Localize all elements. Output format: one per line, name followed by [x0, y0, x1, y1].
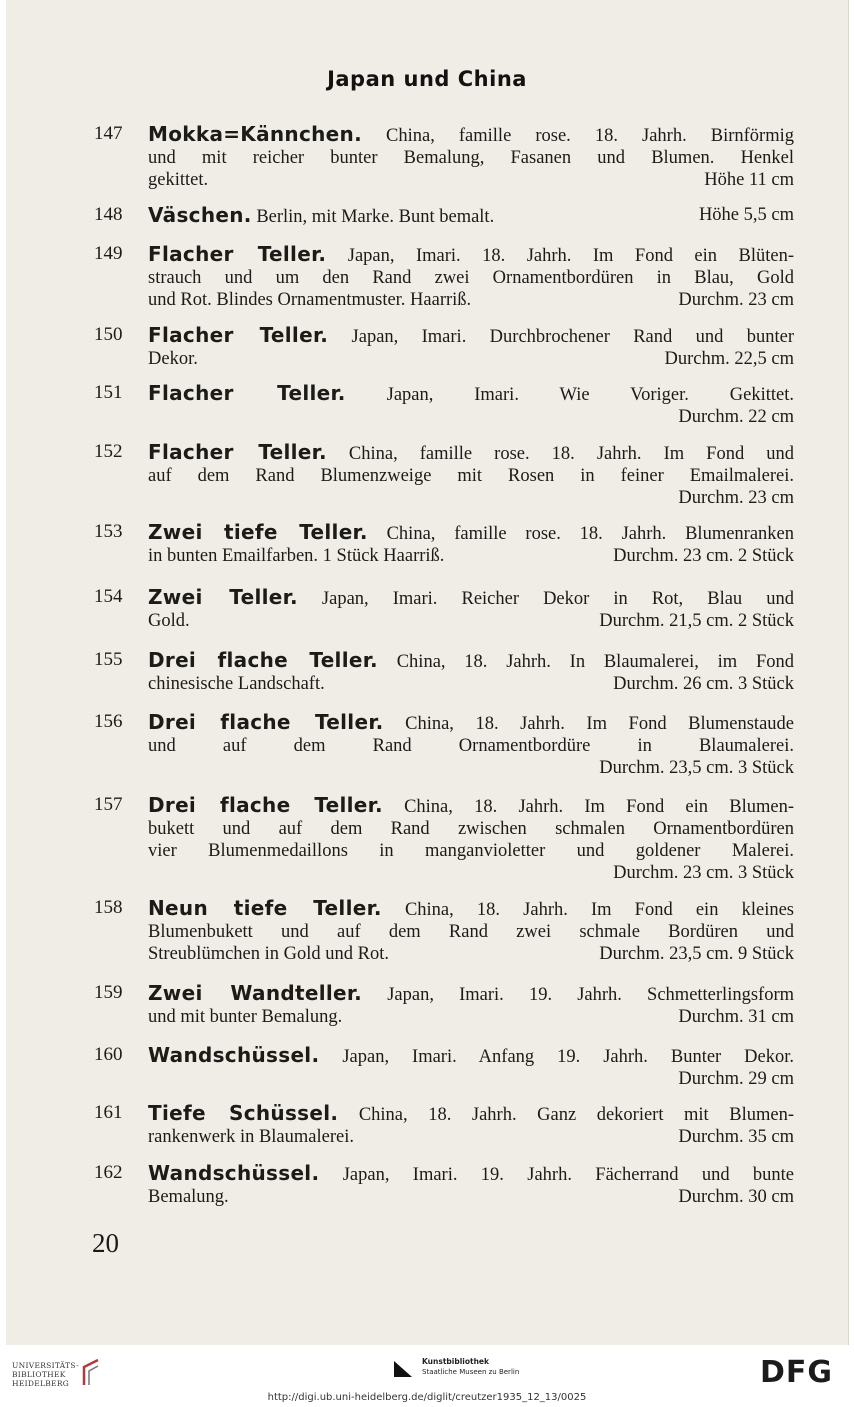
dimensions: Durchm. 23 cm — [678, 290, 794, 310]
description-line — [148, 441, 794, 465]
description-text: vier Blumenmedaillons in manganvioletter und goldener Malerei. — [148, 841, 794, 861]
entry-number: 155 — [94, 649, 123, 670]
description-text: Dekor. — [148, 349, 198, 369]
dimensions: Durchm. 30 cm — [678, 1187, 794, 1207]
description-line — [148, 243, 794, 267]
entry-description — [148, 711, 794, 779]
entry-description — [148, 521, 794, 567]
university-line: HEIDELBERG — [12, 1379, 70, 1388]
dfg-logo[interactable]: DFG — [760, 1355, 834, 1390]
entry-description — [148, 123, 794, 191]
entry-title: Flacher Teller. — [148, 381, 346, 405]
entry-title: Mokka=Kännchen. — [148, 122, 362, 146]
description-text: gekittet. — [148, 170, 209, 190]
entry-description — [148, 204, 794, 228]
entry-number: 151 — [94, 382, 123, 403]
description-text: China, 18. Jahrh. Im Fond ein Blumen- — [382, 797, 794, 817]
description-line — [148, 1044, 794, 1068]
entry-description — [148, 897, 794, 965]
dimensions: Durchm. 31 cm — [678, 1007, 794, 1027]
description-line — [148, 794, 794, 818]
description-line — [148, 840, 794, 862]
description-text: China, famille rose. 18. Jahrh. Birnförmig — [361, 126, 794, 146]
entry-description — [148, 1162, 794, 1208]
description-line — [148, 711, 794, 735]
description-text: Japan, Imari. Anfang 19. Jahrh. Bunter Dekor. — [319, 1047, 794, 1067]
kunstbibliothek-logo-icon — [392, 1359, 414, 1379]
entry-title: Zwei Teller. — [148, 585, 298, 609]
footer-bar — [0, 1345, 854, 1407]
entry-title: Drei flache Teller. — [148, 793, 383, 817]
description-text: Japan, Imari. Reicher Dekor in Rot, Blau und — [297, 589, 794, 609]
dimensions: Höhe 11 cm — [704, 170, 794, 190]
dimensions: Durchm. 22 cm — [678, 407, 794, 427]
entry-title: Tiefe Schüssel. — [148, 1101, 339, 1125]
description-text: und mit reicher bunter Bemalung, Fasanen und Blumen. Henkel — [148, 148, 794, 168]
measure-line — [148, 943, 794, 965]
description-line — [148, 982, 794, 1006]
entry-description — [148, 794, 794, 884]
entry-number: 161 — [94, 1102, 123, 1123]
description-line — [148, 147, 794, 169]
entry-title: Drei flache Teller. — [148, 648, 378, 672]
dimensions: Durchm. 23 cm. 3 Stück — [613, 863, 794, 883]
entry-number: 157 — [94, 794, 123, 815]
entry-description — [148, 586, 794, 632]
description-text: und auf dem Rand Ornamentbordüre in Blaumalerei. — [148, 736, 794, 756]
description-text: Japan, Imari. Durchbrochener Rand und bunter — [328, 327, 794, 347]
museum-label: Staatliche Museen zu Berlin — [422, 1368, 520, 1376]
entry-number: 153 — [94, 521, 123, 542]
measure-line — [148, 169, 794, 191]
dimensions: Durchm. 35 cm — [678, 1127, 794, 1147]
measure-line — [148, 1186, 794, 1208]
description-line — [148, 324, 794, 348]
entry-number: 159 — [94, 982, 123, 1003]
description-text: und mit bunter Bemalung. — [148, 1007, 343, 1027]
entry-number: 156 — [94, 711, 123, 732]
entry-description — [148, 382, 794, 428]
dimensions: Durchm. 23,5 cm. 9 Stück — [599, 944, 794, 964]
description-line — [148, 818, 794, 840]
measure-line — [148, 545, 794, 567]
university-line: BIBLIOTHEK — [12, 1370, 66, 1379]
description-line — [148, 897, 794, 921]
description-line — [148, 465, 794, 487]
measure-line — [148, 289, 794, 311]
entry-description — [148, 1044, 794, 1090]
dimensions: Durchm. 23 cm — [678, 488, 794, 508]
kunstbibliothek-label: Kunstbibliothek — [422, 1357, 490, 1366]
dimensions: Durchm. 23 cm. 2 Stück — [613, 546, 794, 566]
measure-line — [148, 1126, 794, 1148]
description-text: China, 18. Jahrh. In Blaumalerei, im Fond — [377, 652, 794, 672]
description-line — [148, 267, 794, 289]
entry-title: Zwei tiefe Teller. — [148, 520, 368, 544]
description-line — [148, 649, 794, 673]
page-header: Japan und China — [327, 67, 527, 91]
description-text: China, famille rose. 18. Jahrh. Blumenranken — [367, 524, 795, 544]
entry-title: Flacher Teller. — [148, 440, 327, 464]
description-text: in bunten Emailfarben. 1 Stück Haarriß. — [148, 546, 445, 566]
description-text: Blumenbukett und auf dem Rand zwei schmale Bordüren und — [148, 922, 794, 942]
measure-line — [148, 610, 794, 632]
dimensions: Durchm. 22,5 cm — [664, 349, 794, 369]
measure-line — [148, 1006, 794, 1028]
description-text: Japan, Imari. 18. Jahrh. Im Fond ein Blüten- — [326, 246, 794, 266]
description-text: Japan, Imari. 19. Jahrh. Schmetterlingsform — [362, 985, 794, 1005]
university-line: UNIVERSITÄTS- — [12, 1361, 79, 1370]
description-line — [148, 921, 794, 943]
entry-title: Zwei Wandteller. — [148, 981, 363, 1005]
description-line — [148, 586, 794, 610]
description-line — [148, 1102, 794, 1126]
university-logo-icon — [80, 1357, 102, 1387]
description-text: bukett und auf dem Rand zwischen schmalen Ornamentbordüren — [148, 819, 794, 839]
entry-description — [148, 441, 794, 509]
entry-number: 150 — [94, 324, 123, 345]
source-url[interactable]: http://digi.ub.uni-heidelberg.de/diglit/creutzer1935_12_13/0025 — [267, 1392, 587, 1403]
description-text: Japan, Imari. 19. Jahrh. Fächerrand und bunte — [319, 1165, 794, 1185]
entry-title: Neun tiefe Teller. — [148, 896, 382, 920]
dimensions: Durchm. 26 cm. 3 Stück — [613, 674, 794, 694]
entry-description — [148, 649, 794, 695]
dimensions: Durchm. 23,5 cm. 3 Stück — [599, 758, 794, 778]
entry-number: 147 — [94, 123, 123, 144]
entry-title: Wandschüssel. — [148, 1161, 320, 1185]
dimensions: Durchm. 21,5 cm. 2 Stück — [599, 611, 794, 631]
entry-number: 152 — [94, 441, 123, 462]
description-text: China, 18. Jahrh. Im Fond ein kleines — [381, 900, 794, 920]
description-text: auf dem Rand Blumenzweige mit Rosen in feiner Emailmalerei. — [148, 466, 794, 486]
description-text: China, 18. Jahrh. Ganz dekoriert mit Blumen- — [338, 1105, 794, 1125]
description-text: und Rot. Blindes Ornamentmuster. Haarriß. — [148, 290, 472, 310]
description-text: rankenwerk in Blaumalerei. — [148, 1127, 354, 1147]
dimensions: Durchm. 29 cm — [678, 1069, 794, 1089]
dimensions: Höhe 5,5 cm — [698, 205, 794, 225]
description-line — [148, 1162, 794, 1186]
entry-description — [148, 1102, 794, 1148]
entry-title: Flacher Teller. — [148, 242, 327, 266]
description-line — [148, 521, 794, 545]
entry-description — [148, 982, 794, 1028]
description-line — [148, 735, 794, 757]
entry-title: Flacher Teller. — [148, 323, 329, 347]
entry-number: 148 — [94, 204, 123, 225]
description-text: China, famille rose. 18. Jahrh. Im Fond und — [326, 444, 794, 464]
entry-title: Väschen. — [148, 203, 252, 227]
description-text: China, 18. Jahrh. Im Fond Blumenstaude — [383, 714, 794, 734]
entry-number: 162 — [94, 1162, 123, 1183]
description-text: chinesische Landschaft. — [148, 674, 325, 694]
entry-description — [148, 243, 794, 311]
page-number: 20 — [92, 1228, 119, 1258]
measure-line — [148, 204, 794, 228]
description-text: Japan, Imari. Wie Voriger. Gekittet. — [345, 385, 795, 405]
entry-title: Drei flache Teller. — [148, 710, 384, 734]
entry-number: 158 — [94, 897, 123, 918]
entry-description — [148, 324, 794, 370]
measure-line — [148, 673, 794, 695]
description-line — [148, 382, 794, 406]
entry-title: Wandschüssel. — [148, 1043, 320, 1067]
entry-number: 149 — [94, 243, 123, 264]
measure-line — [148, 348, 794, 370]
description-text: Bemalung. — [148, 1187, 229, 1207]
description-text: strauch und um den Rand zwei Ornamentbordüren in Blau, Gold — [148, 268, 794, 288]
entry-number: 160 — [94, 1044, 123, 1065]
description-line — [148, 123, 794, 147]
kunstbibliothek-logo[interactable] — [422, 1357, 519, 1377]
description-text: Gold. — [148, 611, 190, 631]
description-text: Berlin, mit Marke. Bunt bemalt. — [251, 207, 495, 227]
entry-number: 154 — [94, 586, 123, 607]
document-page — [6, 0, 849, 1345]
description-text: Streublümchen in Gold und Rot. — [148, 944, 389, 964]
